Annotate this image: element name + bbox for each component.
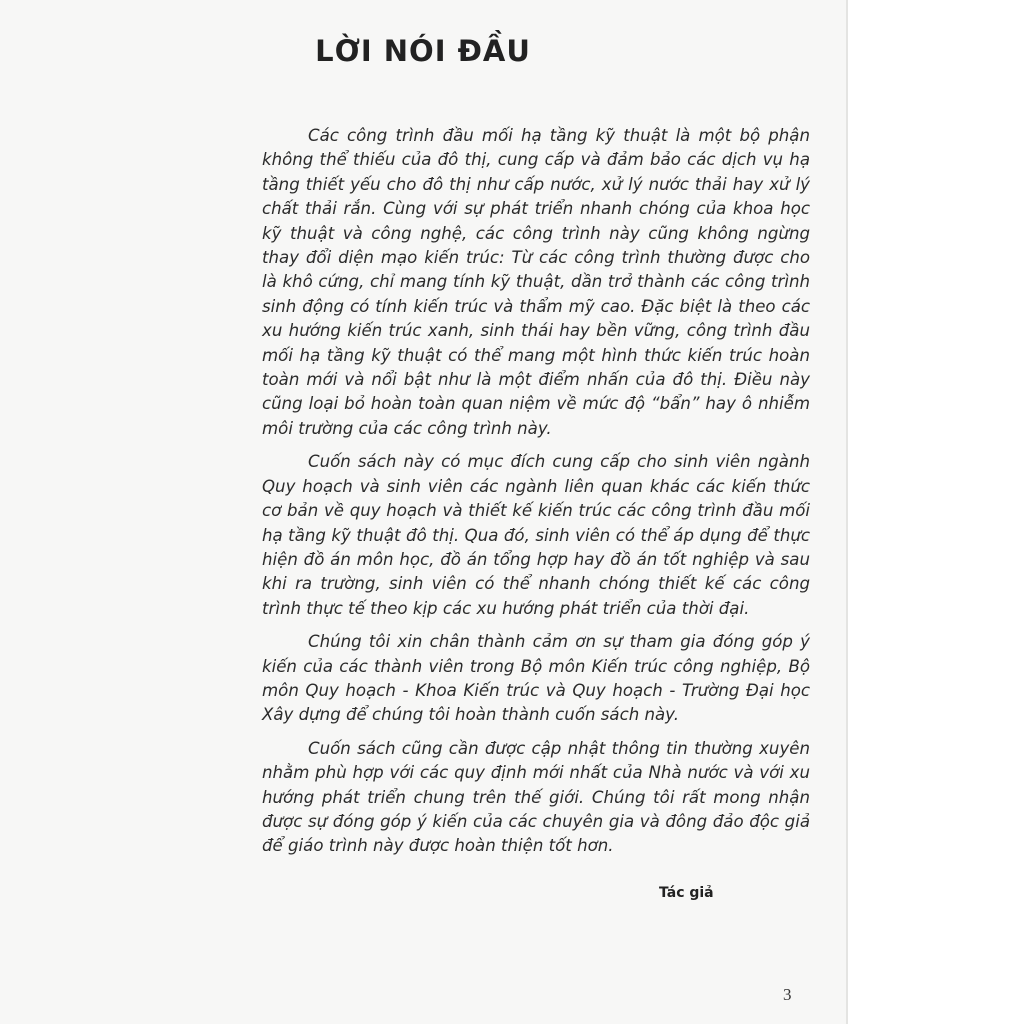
paragraph-1: Các công trình đầu mối hạ tầng kỹ thuật là một bộ phận không thể thiếu của đô thị, cung cấp và đảm bảo các dịch vụ hạ tầng thiết yếu cho đô thị như cấp nước, xử lý nước thải hay xử lý chất thải rắn. Cùng với sự phát triển nhanh chóng của khoa học kỹ thuật và công nghệ, các công trình này cũng không ngừng thay đổi diện mạo kiến trúc: Từ các công trình thường được cho là khô cứng, chỉ mang tính kỹ thuật, dần trở thành các công trình sinh động có tính kiến trúc và thẩm mỹ cao. Đặc biệt là theo các xu hướng kiến trúc xanh, sinh thái hay bền vững, công trình đầu mối hạ tầng kỹ thuật có thể mang một hình thức kiến trúc hoàn toàn mới và nổi bật như là một điểm nhấn của đô thị. Điều này cũng loại bỏ hoàn toàn quan niệm về mức độ “bẩn” hay ô nhiễm môi trường của các công trình này. bbox=[262, 126, 810, 438]
paragraph-2: Cuốn sách này có mục đích cung cấp cho sinh viên ngành Quy hoạch và sinh viên các ngành liên quan khác các kiến thức cơ bản về quy hoạch và thiết kế kiến trúc các công trình đầu mối hạ tầng kỹ thuật đô thị. Qua đó, sinh viên có thể áp dụng để thực hiện đồ án môn học, đồ án tổng hợp hay đồ án tốt nghiệp và sau khi ra trường, sinh viên có thể nhanh chóng thiết kế các công trình thực tế theo kịp các xu hướng phát triển của thời đại. bbox=[262, 452, 810, 618]
page-edge bbox=[846, 0, 848, 1024]
author-signature: Tác giả bbox=[659, 885, 714, 901]
preface-body bbox=[262, 124, 810, 868]
paragraph-3: Chúng tôi xin chân thành cảm ơn sự tham gia đóng góp ý kiến của các thành viên trong Bộ môn Kiến trúc công nghiệp, Bộ môn Quy hoạch - Khoa Kiến trúc và Quy hoạch - Trường Đại học Xây dựng để chúng tôi hoàn thành cuốn sách này. bbox=[262, 632, 810, 725]
paragraph-4: Cuốn sách cũng cần được cập nhật thông tin thường xuyên nhằm phù hợp với các quy định mới nhất của Nhà nước và với xu hướng phát triển chung trên thế giới. Chúng tôi rất mong nhận được sự đóng góp ý kiến của các chuyên gia và đông đảo độc giả để giáo trình này được hoàn thiện tốt hơn. bbox=[262, 738, 810, 856]
page-title: LỜI NÓI ĐẦU bbox=[315, 34, 531, 68]
page-number: 3 bbox=[783, 985, 792, 1004]
